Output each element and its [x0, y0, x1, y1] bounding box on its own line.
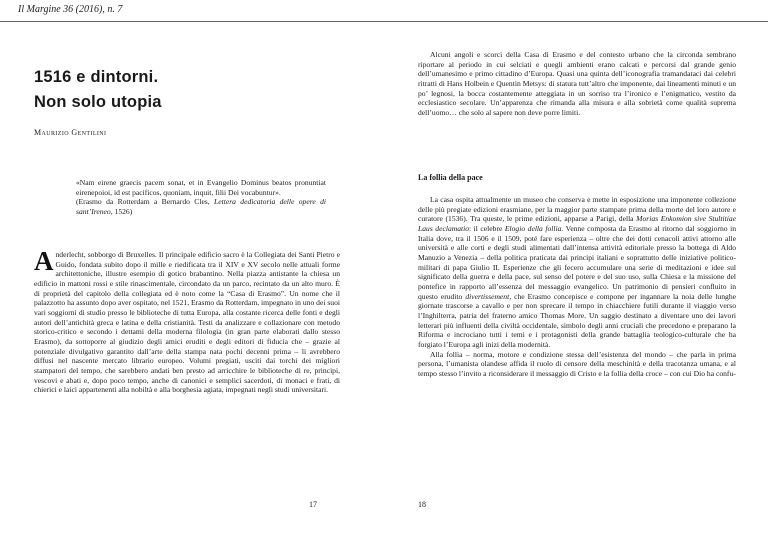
right-section-body [418, 195, 736, 378]
page-number-left: 17 [309, 500, 317, 509]
left-paragraph: nderlecht, sobborgo di Bruxelles. Il principale edificio sacro è la Collegiata dei Santi Pietro e Guido, fondata subito dopo il mille e riedificata tra il XIV e XV secolo nelle attuali forme architettoniche, illustre esempio di gotico brabantino. Nella piazza antistante la chiesa un edificio in mattoni rossi e stile rinascimentale, circondato da un parco, recintato da un alto muro. È di proprietà del capitolo della collegiata ed è noto come la “Casa di Erasmo”. Un nome che il palazzotto ha assunto dopo aver ospitato, nel 1521, Erasmo da Rotterdam, impegnato in uno dei suoi vari soggiorni di studio presso le biblioteche di tutta Europa, alla costante ricerca delle fonti e degli autori dell’antichità greca e latina e della cristianità. Testi da analizzare e collazionare con metodo storico-critico e secondo i dettami della moderna filologia (in gran parte elaborati dallo stesso Erasmo), da sottoporre al giudizio degli amici eruditi e degli editori di fiducia che – grazie al potenziale divulgativo garantito dall’arte della stampa nata pochi decenni prima – li avrebbero diffusi nel nascente mercato librario europeo. Volumi pregiati, usciti dai torchi dei migliori stampatori del tempo, che sarebbero andati ben presto ad arricchire le biblioteche di re, principi, vescovi e abati e, dopo poco tempo, anche di canonici e semplici sacerdoti, di monaci e frati, di chierici e laici appartenenti alla nobiltà e alla borghesia agiata, impegnati negli studi universitari. [34, 250, 340, 395]
author-name: Maurizio Gentilini [34, 128, 107, 137]
article-title [34, 65, 364, 115]
section-heading: La follia della pace [418, 173, 483, 182]
running-header: Il Margine 36 (2016), n. 7 [18, 4, 123, 15]
section-paragraph-1: La casa ospita attualmente un museo che conserva e mette in esposizione una imponente collezione delle più pregiate edizioni erasmiane, per la maggior parte stampate prima della morte del loro autore e curatore (1536). Tra queste, le prime edizioni, apparse a Parigi, della Morias Enkomion sive Stultitiae Laus declamatio: il celebre Elogio della follia. Venne composta da Erasmo al ritorno dal soggiorno in Italia dove, tra il 1506 e il 1509, poté fare esperienza – oltre che dei dotti cenacoli attivi attorno alle università e alle corti e degli studi alimentati dall’intensa attività editoriale presso la bottega di Aldo Manuzio a Venezia – della politica praticata dai principi italiani e soprattutto delle iniziative politico-militari di papa Giulio II. Esperienze che gli fecero accumulare una serie di meditazioni e idee sul significato della guerra e della pace, sul senso del potere e del suo uso, sulla Chiesa e la missione del pontefice in rapporto all’essenza del messaggio evangelico. Un patrimonio di pensieri confluito in questo erudito divertissement, che Erasmo concepisce e compone per ingannare la noia delle lunghe giornate trascorse a cavallo e per non sprecare il tempo in chiacchiere futili durante il viaggio verso l’Inghilterra, patria del fraterno amico Thomas More. Un saggio destinato a diventare uno dei lavori letterari più influenti della civiltà occidentale, simbolo degli anni cruciali che precedono e preparano la Riforma e incrociano tutti i temi e i protagonisti della grande battaglia teologico-culturale che ha forgiato l’Europa agli inizi della modernità. [418, 195, 737, 349]
section-paragraph-2: Alla follia – norma, motore e condizione stessa dell’esistenza del mondo – che parla in prima persona, l’umanista olandese affida il ruolo di censore della meschinità e della tracotanza umana, e al tempo stesso l’invito a riconsiderare il messaggio di Cristo e la follia della croce – con cui Dio ha confu- [418, 349, 736, 378]
page-number-right: 18 [418, 500, 426, 509]
left-page [0, 22, 384, 543]
left-body-text [34, 246, 340, 395]
right-page [384, 22, 768, 543]
drop-cap: A [34, 246, 54, 276]
epigraph-source: (Erasmo da Rotterdam a Bernardo Cles, Lettera dedicatoria delle opere di sant’Ireneo, 1526) [76, 197, 326, 216]
title-line-2: Non solo utopia [34, 93, 162, 111]
epigraph [76, 178, 326, 216]
right-intro-text [418, 50, 736, 118]
epigraph-quote: «Nam eirene graecis pacem sonat, et in Evangelio Dominus beatos pronuntiat eirenepoioi, id est pacificos, quoniam, inquit, filii Dei vocabuntur». [76, 178, 326, 197]
title-line-1: 1516 e dintorni. [34, 68, 159, 86]
intro-paragraph: Alcuni angoli e scorci della Casa di Erasmo e del contesto urbano che la circonda sembrano riportare al periodo in cui selciati e quegli ambienti erano calcati e percorsi dal grande genio dell’umanesimo e primo cittadino d’Europa. Quasi una quinta dell’iconografia tramandataci dai celebri ritratti di Hans Holbein e Quentin Metsys: di statura tutt’altro che imponente, dai lineamenti minuti e un po’ legnosi, la bocca costantemente atteggiata in un sorriso tra l’ironico e l’enigmatico, vestito da ecclesiastico secolare. Un’apparenza che rimanda alla misura e alla sobrietà come qualità suprema dell’uomo… che solo al sapere non deve porre limiti. [418, 50, 736, 117]
